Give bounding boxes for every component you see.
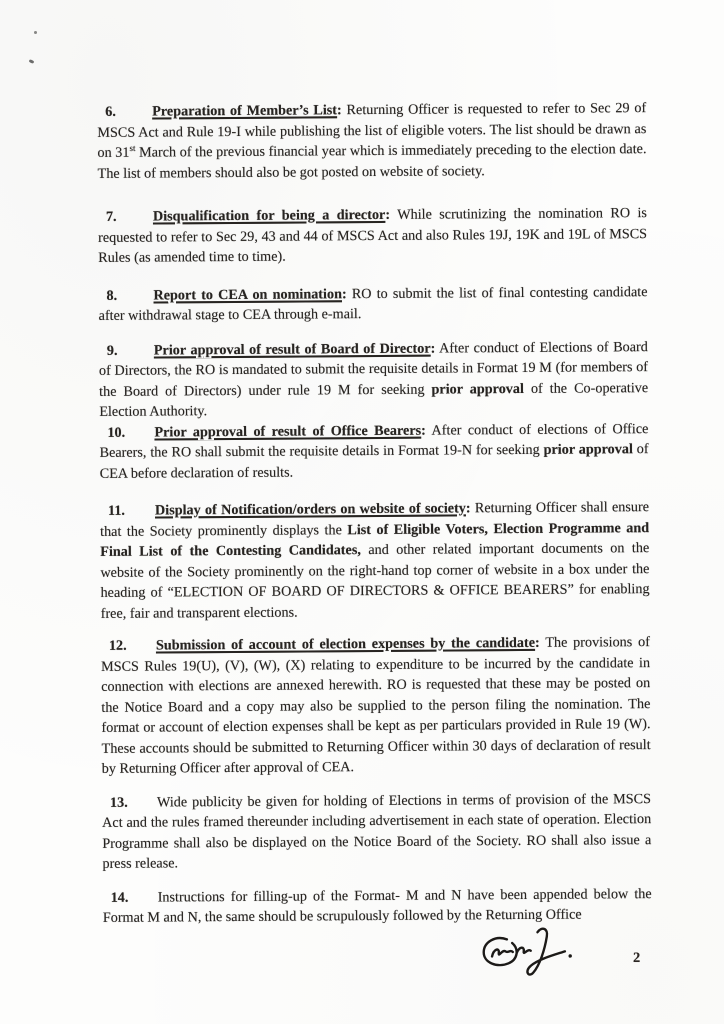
text-segment: :	[465, 500, 471, 517]
text-segment: :	[341, 285, 347, 302]
scan-speck	[34, 31, 37, 34]
text-segment: Prior approval of result of Office Bearers	[154, 422, 422, 441]
list-item	[102, 789, 652, 875]
list-item	[98, 282, 647, 327]
text-segment: After conduct of Elections of Board of Directors, the RO is mandated to submit the requisite details in Format 19 M (for members of the Board of Directors) under rule 19 M for seeking	[98, 338, 649, 400]
list-item	[100, 497, 650, 624]
text-segment: of the Co-operative Election Authority.	[99, 379, 649, 420]
text-segment: Submission of account of election expenses by the candidate	[155, 634, 536, 654]
text-segment: of CEA before declaration of results.	[99, 441, 649, 482]
text-segment: :	[430, 340, 436, 357]
text-segment: :	[534, 634, 540, 651]
item-number: 6.	[105, 103, 116, 120]
document-items	[97, 98, 652, 928]
text-segment: and other related important documents on the website of the Society prominently on the right-hand top corner of website in a box under the heading of “ELECTION OF BOARD OF DIRECTORS & OFFICE BEARERS” for enabling free, fair and transparent elections.	[100, 540, 650, 622]
text-segment: :	[385, 206, 391, 223]
item-number: 9.	[106, 342, 118, 359]
text-segment: Returning Officer is requested to refer to Sec 29 of MSCS Act and Rule 19-I while publishing the list of eligible voters. The list should be drawn as on 31	[97, 100, 647, 161]
item-number: 11.	[107, 502, 125, 519]
item-number: 13.	[109, 794, 128, 811]
text-segment: RO to submit the list of final contesting candidate after withdrawal stage to CEA through e-mail.	[98, 283, 648, 324]
list-item	[97, 98, 647, 184]
text-segment: Instructions for filling-up of the Format- M and N have been appended below the Format M and N, the same should be scrupulously followed by the Returning Office	[102, 885, 652, 926]
page-number: 2	[633, 950, 641, 966]
text-segment: st	[129, 142, 136, 153]
text-segment: After conduct of elections of Office Bearers, the RO shall submit the requisite details in Format 19-N for seeking	[99, 420, 649, 461]
text-segment: While scrutinizing the nomination RO is requested to refer to Sec 29, 43 and 44 of MSCS Act and also Rules 19J, 19K and 19L of MSCS Rules (as amended time to time).	[98, 205, 648, 266]
item-number: 7.	[105, 208, 117, 225]
text-segment: :	[421, 422, 426, 439]
text-segment: :	[336, 102, 342, 119]
text-segment: prior approval	[431, 380, 524, 398]
text-segment: Preparation of Member’s List	[152, 102, 338, 120]
text-segment: The provisions of MSCS Rules 19(U), (V), (W), (X) relating to expenditure to be incurred by the candidate in connection with elections are annexed herewith. RO is requested that these may be posted on the Notice Board and a copy may also be supplied to the person filing the nomination. The format or account of election expenses shall be kept as per particulars provided in Rule 19 (W). These accounts should be submitted to Returning Officer within 30 days of declaration of result by Returning Officer after approval of CEA.	[101, 634, 651, 777]
text-segment: Report to CEA on nomination	[153, 285, 342, 304]
text-segment: March of the previous financial year which is immediately preceding to the election date. The list of members should also be got posted on website of society.	[97, 141, 647, 182]
text-segment: Wide publicity be given for holding of Elections in terms of provision of the MSCS Act and the rules framed thereunder including advertisement in each state of operation. Election Programme shall also be displayed on the Notice Board of the Society. RO shall also issue a press release.	[102, 790, 652, 872]
item-number: 8.	[106, 287, 118, 304]
scan-speck	[29, 59, 35, 64]
text-segment: Display of Notification/orders on website of society	[154, 500, 466, 519]
text-segment: Disqualification for being a director	[152, 206, 386, 225]
text-segment: Returning Officer shall ensure that the Society prominently displays the	[100, 499, 650, 540]
list-item	[101, 632, 651, 779]
signature	[475, 920, 579, 990]
text-segment: Prior approval of result of Board of Director	[153, 340, 431, 359]
list-item	[99, 337, 649, 423]
item-number: 10.	[107, 424, 126, 441]
text-segment: prior approval	[543, 441, 633, 458]
text-segment: List of Eligible Voters, Election Programme and Final List of the Contesting Candidates,	[100, 519, 650, 560]
item-number: 12.	[108, 637, 127, 654]
list-item	[99, 419, 648, 484]
item-number: 14.	[110, 889, 129, 906]
list-item	[98, 203, 647, 268]
signature-scribble-icon	[475, 920, 579, 985]
